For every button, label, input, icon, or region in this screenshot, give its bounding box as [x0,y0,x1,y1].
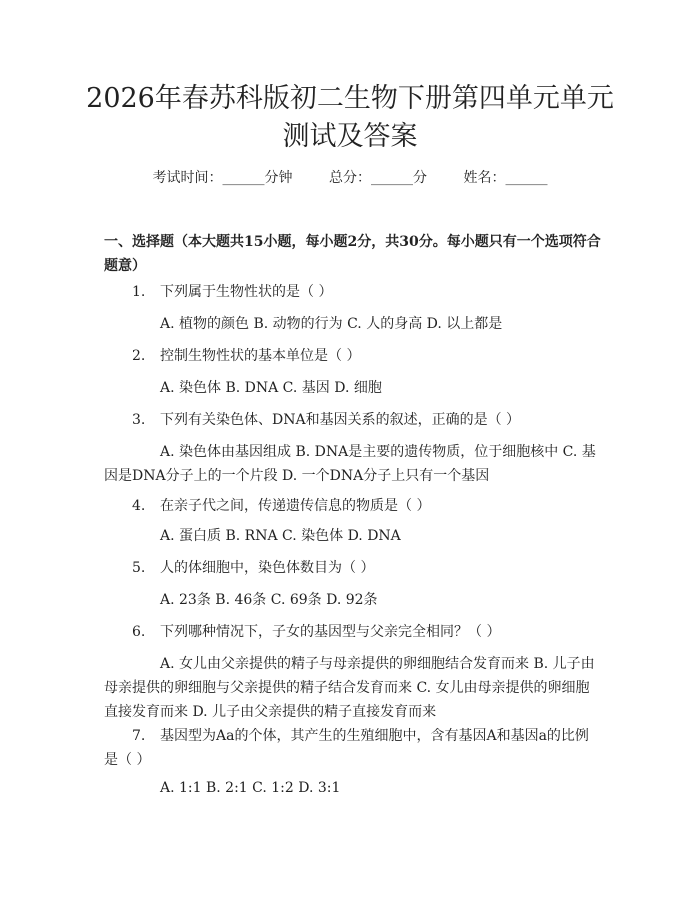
options-text: A. 蛋白质 B. RNA C. 染色体 D. DNA [160,528,401,544]
question-options [104,376,600,400]
question-number: 7. [132,728,146,744]
question-stem [104,620,600,644]
question-text: 下列哪种情况下，子女的基因型与父亲完全相同？（ ） [160,624,501,640]
options-text: A. 23条 B. 46条 C. 69条 D. 92条 [160,592,378,608]
options-text: A. 女儿由父亲提供的精子与母亲提供的卵细胞结合发育而来 B. 儿子由母亲提供的卵细胞与父亲提供的精子结合发育而来 C. 女儿由母亲提供的卵细胞直接发育而来 D. 儿子由父亲提供的精子直接发育而来 [104,656,595,720]
question-text: 在亲子代之间，传递遗传信息的物质是（ ） [160,498,431,514]
title-line-2: 测试及答案 [282,121,418,152]
question-text: 控制生物性状的基本单位是（ ） [160,348,361,364]
options-text: A. 植物的颜色 B. 动物的行为 C. 人的身高 D. 以上都是 [160,316,503,332]
question-number: 4. [132,498,146,514]
question-text: 人的体细胞中，染色体数目为（ ） [160,560,375,576]
question-number: 6. [132,624,146,640]
title-line-1: 2026年春苏科版初二生物下册第四单元单元 [86,83,614,114]
question-options [104,440,600,488]
exam-meta [0,168,700,188]
question-stem [104,280,600,304]
student-name: 姓名：______ [463,170,548,186]
question-stem [104,494,600,518]
question-options [104,524,600,548]
question-options [104,588,600,612]
question-number: 1. [132,284,146,300]
question-stem [104,556,600,580]
total-score: 总分：______分 [329,170,427,186]
question-number: 3. [132,412,146,428]
question-options [104,312,600,336]
options-text: A. 染色体 B. DNA C. 基因 D. 细胞 [160,380,382,396]
question-stem [104,408,600,432]
options-text: A. 染色体由基因组成 B. DNA是主要的遗传物质，位于细胞核中 C. 基因是DNA分子上的一个片段 D. 一个DNA分子上只有一个基因 [104,444,596,484]
question-text: 基因型为Aa的个体，其产生的生殖细胞中，含有基因A和基因a的比例是（ ） [104,728,589,768]
section-heading: 一、选择题（本大题共15小题，每小题2分，共30分。每小题只有一个选项符合题意） [104,234,601,274]
question-number: 2. [132,348,146,364]
question-stem [104,724,600,772]
options-text: A. 1:1 B. 2:1 C. 1:2 D. 3:1 [160,780,341,796]
question-number: 5. [132,560,146,576]
exam-time: 考试时间：______分钟 [152,170,293,186]
question-options [104,776,600,800]
question-text: 下列有关染色体、DNA和基因关系的叙述，正确的是（ ） [160,412,521,428]
question-options [104,652,600,724]
question-text: 下列属于生物性状的是（ ） [160,284,333,300]
question-stem [104,344,600,368]
